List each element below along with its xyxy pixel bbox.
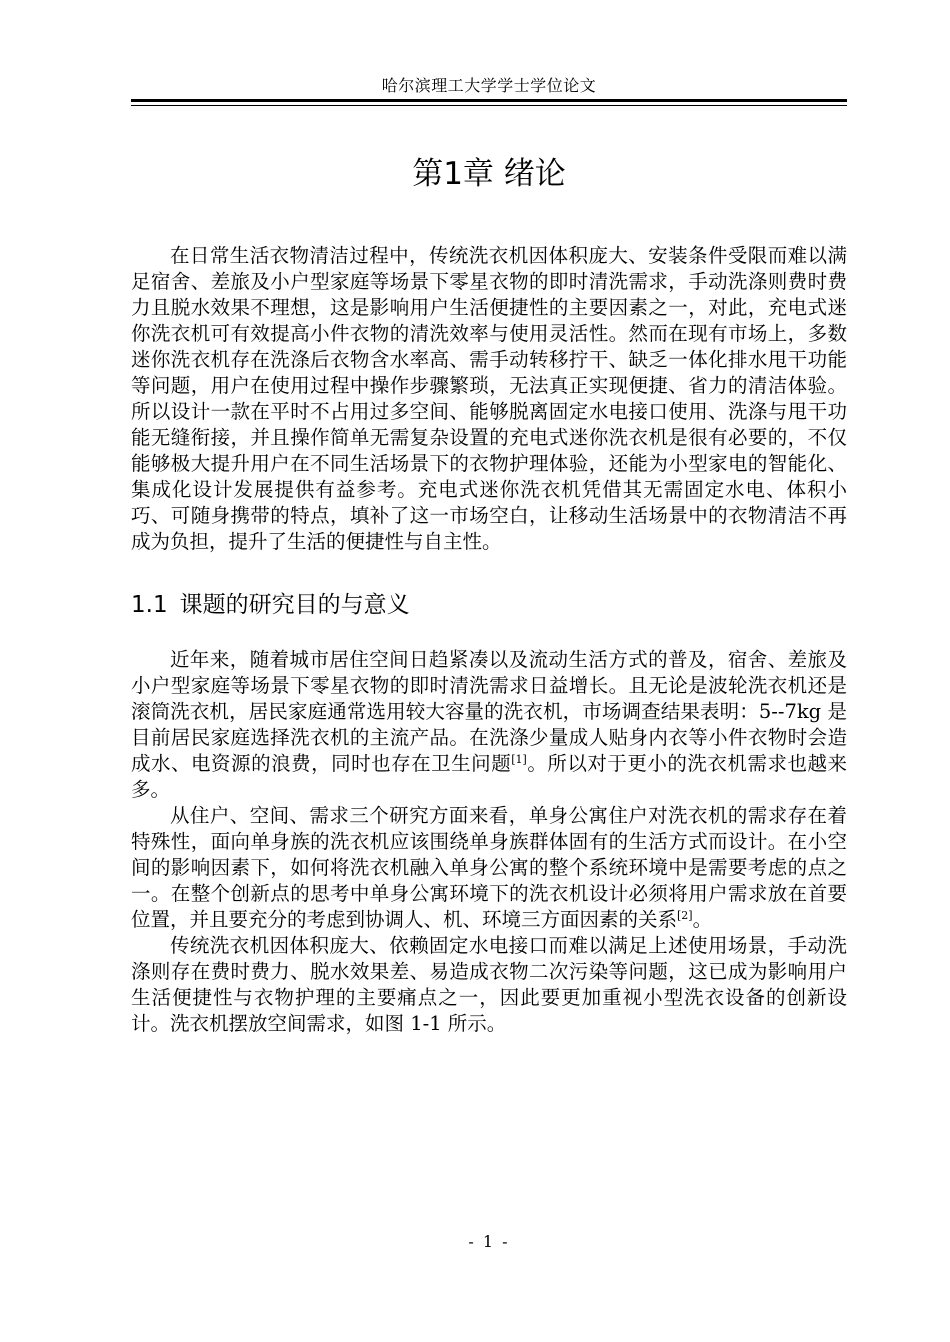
intro-block <box>131 243 847 555</box>
section-heading <box>131 588 847 622</box>
header-rule-thick <box>131 99 847 102</box>
section-number: 1.1 <box>131 592 168 618</box>
section-paragraph-3: 传统洗衣机因体积庞大、依赖固定水电接口而难以满足上述使用场景，手动洗涤则存在费时费力、脱水效果差、易造成衣物二次污染等问题，这已成为影响用户生活便捷性与衣物护理的主要痛点之一，因此要更加重视小型洗衣设备的创新设计。洗衣机摆放空间需求，如图 1-1 所示。 <box>131 934 847 1035</box>
citation-2[interactable]: [2] <box>677 909 693 922</box>
section-body <box>131 647 847 1037</box>
citation-1[interactable]: [1] <box>511 753 527 766</box>
chapter-title: 第1章 绪论 <box>412 156 566 192</box>
page-number: - 1 - <box>468 1232 510 1251</box>
header-rule-thin <box>131 105 847 106</box>
paragraph-2-tail: 。 <box>692 908 713 931</box>
running-header: 哈尔滨理工大学学士学位论文 <box>381 76 597 95</box>
section-title: 课题的研究目的与意义 <box>179 592 410 618</box>
section-paragraph-1 <box>131 647 847 803</box>
section-paragraph-2 <box>131 803 847 933</box>
paragraph-2-text: 从住户、空间、需求三个研究方面来看，单身公寓住户对洗衣机的需求存在着特殊性，面向单身族的洗衣机应该围绕单身族群体固有的生活方式而设计。在小空间的影响因素下，如何将洗衣机融入单身公寓的整个系统环境中是需要考虑的点之一。在整个创新点的思考中单身公寓环境下的洗衣机设计必须将用户需求放在首要位置，并且要充分的考虑到协调人、机、环境三方面因素的关系 <box>131 804 847 931</box>
paragraph-1-text: 近年来，随着城市居住空间日趋紧凑以及流动生活方式的普及，宿舍、差旅及小户型家庭等场景下零星衣物的即时清洗需求日益增长。且无论是波轮洗衣机还是滚筒洗衣机，居民家庭通常选用较大容量的洗衣机，市场调查结果表明：5--7kg 是目前居民家庭选择洗衣机的主流产品。在洗涤少量成人贴身内衣等小件衣物时会造成水、电资源的浪费，同时也存在卫生问题 <box>131 648 847 775</box>
paragraph-1-tail: 。所以对于更小的洗衣机需求也越来多。 <box>131 752 847 801</box>
intro-paragraph: 在日常生活衣物清洁过程中，传统洗衣机因体积庞大、安装条件受限而难以满足宿舍、差旅及小户型家庭等场景下零星衣物的即时清洗需求，手动洗涤则费时费力且脱水效果不理想，这是影响用户生活便捷性的主要因素之一，对此，充电式迷你洗衣机可有效提高小件衣物的清洗效率与使用灵活性。然而在现有市场上，多数迷你洗衣机存在洗涤后衣物含水率高、需手动转移拧干、缺乏一体化排水甩干功能等问题，用户在使用过程中操作步骤繁琐，无法真正实现便捷、省力的清洁体验。所以设计一款在平时不占用过多空间、能够脱离固定水电接口使用、洗涤与甩干功能无缝衔接，并且操作简单无需复杂设置的充电式迷你洗衣机是很有必要的，不仅能够极大提升用户在不同生活场景下的衣物护理体验，还能为小型家电的智能化、集成化设计发展提供有益参考。充电式迷你洗衣机凭借其无需固定水电、体积小巧、可随身携带的特点，填补了这一市场空白，让移动生活场景中的衣物清洁不再成为负担，提升了生活的便捷性与自主性。 <box>131 244 847 553</box>
